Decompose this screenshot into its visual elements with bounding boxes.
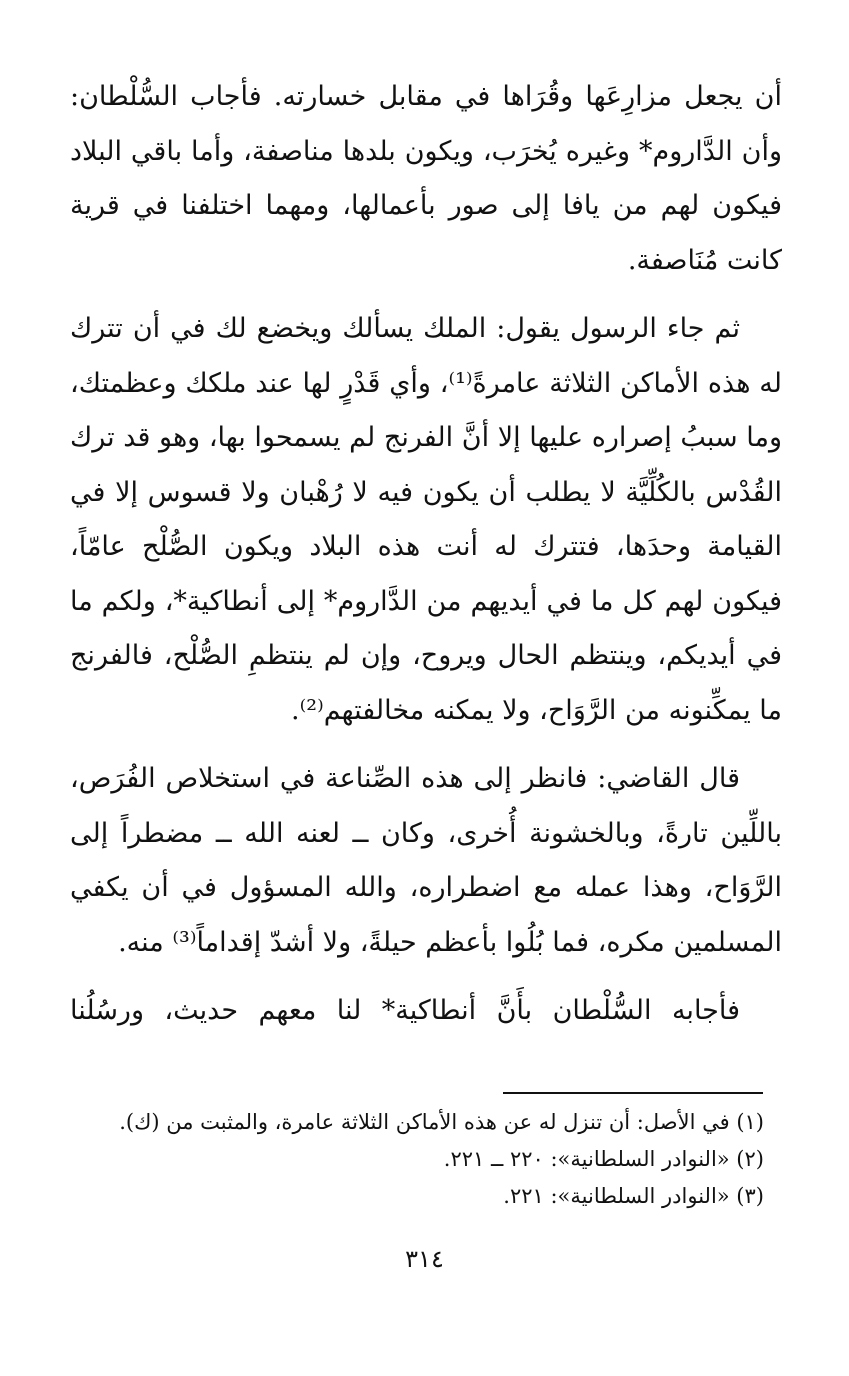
paragraph-2: ثم جاء الرسول يقول: الملك يسألك ويخضع لك في أن تترك له هذه الأماكن الثلاثة عامرةً⁽¹⁾، وأي قَدْرٍ لها عند ملكك وعظمتك، وما سببُ إصراره عليها إلا أنَّ الفرنج لم يسمحوا بها، وهو قد ترك القُدْس بالكُلِّيَّة لا يطلب أن يكون فيه لا رُهْبان ولا قسوس إلا في القيامة وحدَها، فتترك له أنت هذه البلاد ويكون الصُّلْح عامّاً، فيكون لهم كل ما في أيديهم من الدَّاروم* إلى أنطاكية*، ولكم ما في أيديكم، وينتظم الحال ويروح، وإن لم ينتظمِ الصُّلْح، فالفرنج ما يمكِّنونه من الرَّوَاح، ولا يمكنه مخالفتهم⁽²⁾. (70, 313, 782, 726)
footnote-1: (١) في الأصل: أن تنزل له عن هذه الأماكن الثلاثة عامرة، والمثبت من (ك). (119, 1110, 764, 1134)
footnotes (70, 1104, 764, 1215)
paragraph-1: أن يجعل مزارِعَها وقُرَاها في مقابل خسارته. فأجاب السُّلْطان: وأن الدَّاروم* وغيره يُخرَب، ويكون بلدها مناصفة، وأما باقي البلاد فيكون لهم من يافا إلى صور بأعمالها، ومهما اختلفنا في قرية كانت مُنَاصفة. (70, 81, 782, 276)
page-number: ٣١٤ (405, 1245, 444, 1273)
paragraph-3: قال القاضي: فانظر إلى هذه الصِّناعة في استخلاص الفُرَص، باللِّين تارةً، وبالخشونة أُخرى، وكان ــ لعنه الله ــ مضطراً إلى الرَّوَاح، وهذا عمله مع اضطراره، والله المسؤول في أن يكفي المسلمين مكره، فما بُلُوا بأعظم حيلةً، ولا أشدّ إقداماً⁽³⁾ منه. (70, 763, 782, 958)
main-text (70, 70, 782, 1053)
footnote-2: (٢) «النوادر السلطانية»: ٢٢٠ ــ ٢٢١. (443, 1147, 764, 1171)
footnote-divider (503, 1092, 763, 1094)
footnote-3: (٣) «النوادر السلطانية»: ٢٢١. (503, 1184, 764, 1208)
paragraph-4: فأجابه السُّلْطان بأَنَّ أنطاكية* لنا معهم حديث، ورسُلُنا (70, 995, 740, 1026)
